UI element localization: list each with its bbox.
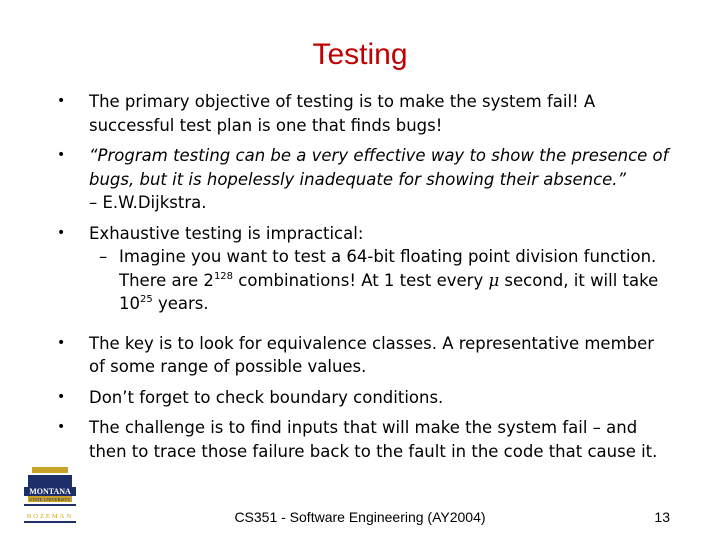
bullet-text: The key is to look for equivalence classes. A representative member of some range of possible values. [89,333,655,376]
bullet-item [55,222,675,246]
bullet-item [55,416,675,463]
quote-attribution: – E.W.Dijkstra. [89,193,207,212]
montana-state-logo [18,463,82,527]
bullet-item [55,386,675,410]
sub-text-a: Imagine you want to test a 64-bit floating point division function. There are 2 [119,247,657,290]
logo-text-state: STATE UNIVERSITY [29,497,71,502]
bullet-icon: • [57,419,66,435]
page-number: 13 [654,509,670,525]
sub-text-d: years. [152,294,209,313]
bullet-icon: • [57,334,66,351]
bullet-item [55,144,675,215]
dijkstra-quote: “Program testing can be a very effective way to show the presence of bugs, but it is hopelessly inadequate for showing their absence.” [89,146,669,189]
bullet-text: The primary objective of testing is to make the system fail! A successful test plan is one that finds bugs! [89,92,596,135]
bullet-list [55,90,675,463]
dash-icon: – [99,247,108,266]
mu-symbol: μ [488,270,500,290]
bullet-text: Exhaustive testing is impractical: [89,223,364,243]
bullet-icon: • [57,93,66,109]
sub-text-b: combinations! At 1 test every [233,270,489,290]
sub-text-c: second, it will take 10 [119,270,659,313]
bullet-icon: • [57,147,66,163]
exponent-25: 25 [140,294,153,305]
bullet-item [55,90,675,137]
logo-text-montana: MONTANA [29,487,71,496]
bullet-item [55,332,675,379]
sub-bullet-item [55,245,675,316]
logo-text-bozeman: BOZEMAN [26,513,74,520]
bullet-text: The challenge is to find inputs that will make the system fail – and then to trace those failure back to the fault in the code that cause it. [89,418,658,461]
bullet-icon: • [57,388,66,405]
exponent-128: 128 [213,270,234,282]
footer-text: CS351 - Software Engineering (AY2004) [234,509,486,525]
bullet-icon: • [57,224,66,241]
slide-title: Testing [312,38,408,71]
bullet-text: Don’t forget to check boundary conditions. [89,387,444,407]
